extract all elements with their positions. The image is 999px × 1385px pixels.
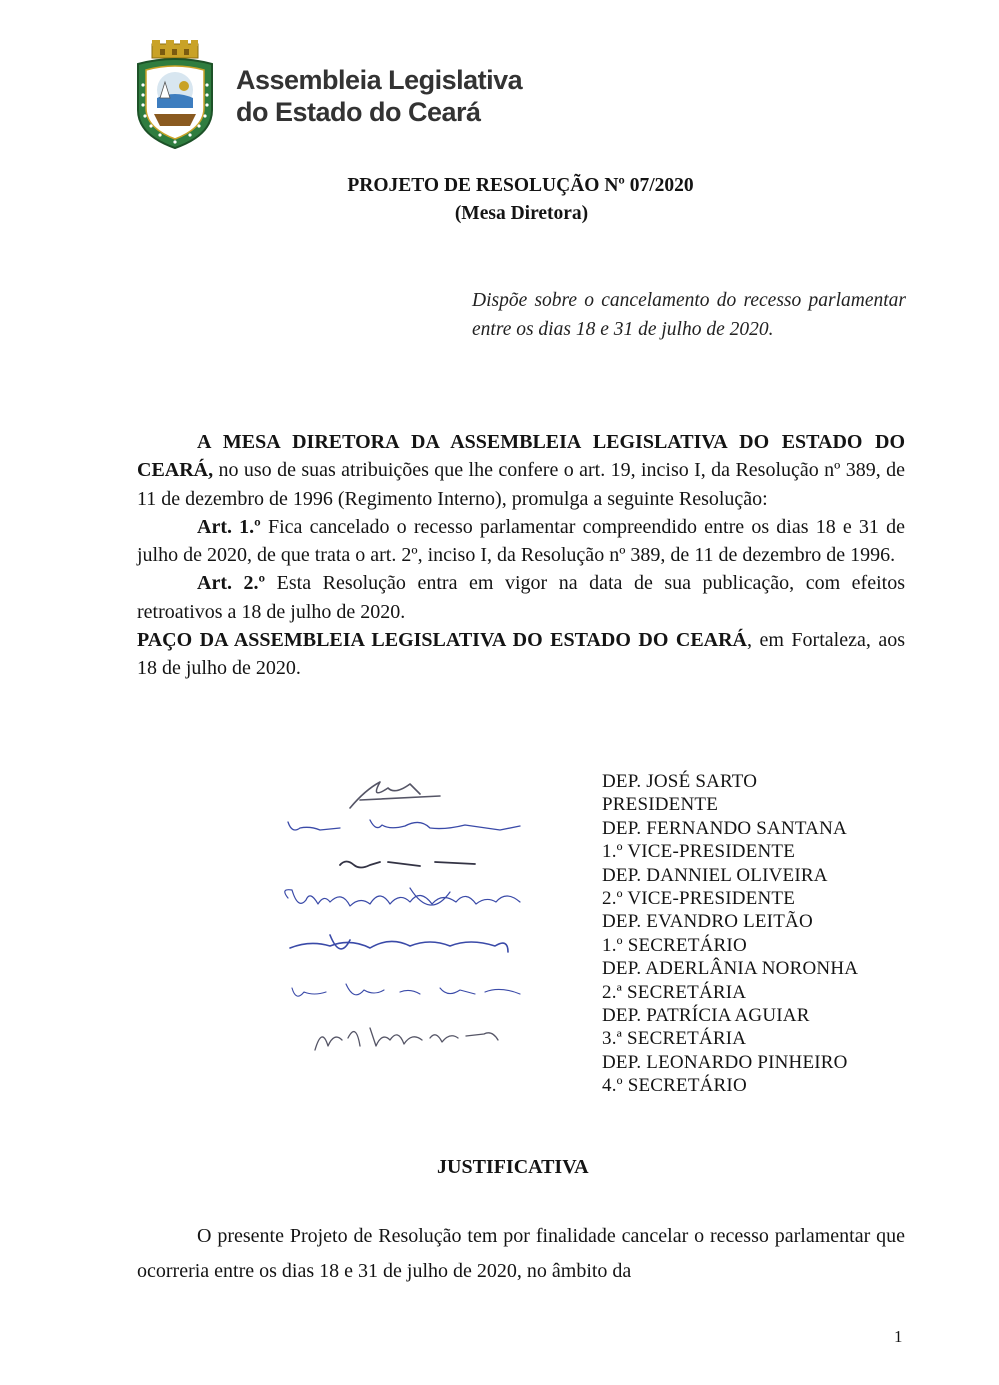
signer-line: 2.ª SECRETÁRIA [602,981,747,1003]
article-2-text: Esta Resolução entra em vigor na data de sua publicação, com efeitos retroativos a 18 de julho de 2020. [137,572,905,623]
institution-name-line1: Assembleia Legislativa [236,65,523,95]
signers-list [602,770,858,1098]
closing-paragraph [137,626,905,683]
resolution-body [137,428,905,683]
justificativa-body [137,1219,905,1289]
document-title [0,172,999,228]
page-number: 1 [894,1327,903,1346]
closing-text: , em Fortaleza, aos 18 de julho de 2020. [137,629,905,680]
signature-2 [288,820,520,830]
signer-line: 2.º VICE-PRESIDENTE [602,888,796,910]
article-2 [137,569,905,626]
signer-line: 1.º SECRETÁRIO [602,934,747,956]
signature-6 [292,984,520,996]
signer-line: DEP. FERNANDO SANTANA [602,817,847,839]
document-title-author: (Mesa Diretora) [454,203,589,224]
document-title-main: PROJETO DE RESOLUÇÃO Nº 07/2020 [347,175,694,196]
article-1 [137,513,905,570]
justificativa-heading: JUSTIFICATIVA [437,1156,589,1178]
article-2-label: Art. 2.º [197,572,266,595]
ceara-coat-of-arms-logo [130,40,220,150]
signature-7 [315,1028,498,1050]
signer-line: DEP. ADERLÂNIA NORONHA [602,958,859,980]
signer-line: DEP. LEONARDO PINHEIRO [602,1051,848,1073]
ementa-summary: Dispõe sobre o cancelamento do recesso parlamentar entre os dias 18 e 31 de julho de 2020. [472,290,906,340]
signer-line: 1.º VICE-PRESIDENTE [602,841,796,863]
signer-line: DEP. JOSÉ SARTO [602,771,758,792]
article-1-label: Art. 1.º [197,515,261,538]
preamble-text: no uso de suas atribuições que lhe confere o art. 19, inciso I, da Resolução nº 389, de 11 de dezembro de 1996 (Regimento Interno), promulga a seguinte Resolução: [137,459,905,510]
signature-1 [350,782,440,808]
institution-name [236,64,522,128]
signer-line: DEP. EVANDRO LEITÃO [602,911,813,933]
signer-line: DEP. PATRÍCIA AGUIAR [602,1005,810,1027]
institution-name-line2: do Estado do Ceará [236,97,481,127]
signer-line: PRESIDENTE [602,794,718,816]
signature-3 [340,862,475,868]
signer-line: 3.ª SECRETÁRIA [602,1028,747,1050]
signature-5 [290,935,508,952]
signature-4 [285,888,520,906]
signer-line: 4.º SECRETÁRIO [602,1075,747,1097]
signer-line: DEP. DANNIEL OLIVEIRA [602,864,828,886]
justificativa-paragraph: O presente Projeto de Resolução tem por finalidade cancelar o recesso parlamentar que ocorreria entre os dias 18 e 31 de julho de 2020, no âmbito da [137,1225,905,1282]
article-1-text: Fica cancelado o recesso parlamentar compreendido entre os dias 18 e 31 de julho de 2020, de que trata o art. 2º, inciso I, da Resolução nº 389, de 11 de dezembro de 1996. [137,515,905,567]
closing-bold: PAÇO DA ASSEMBLEIA LEGISLATIVA DO ESTADO DO CEARÁ [137,629,748,652]
handwritten-signatures [270,770,560,1070]
preamble-bold: A MESA DIRETORA DA ASSEMBLEIA LEGISLATIVA DO ESTADO DO CEARÁ, [137,431,905,482]
preamble-paragraph [137,428,905,513]
